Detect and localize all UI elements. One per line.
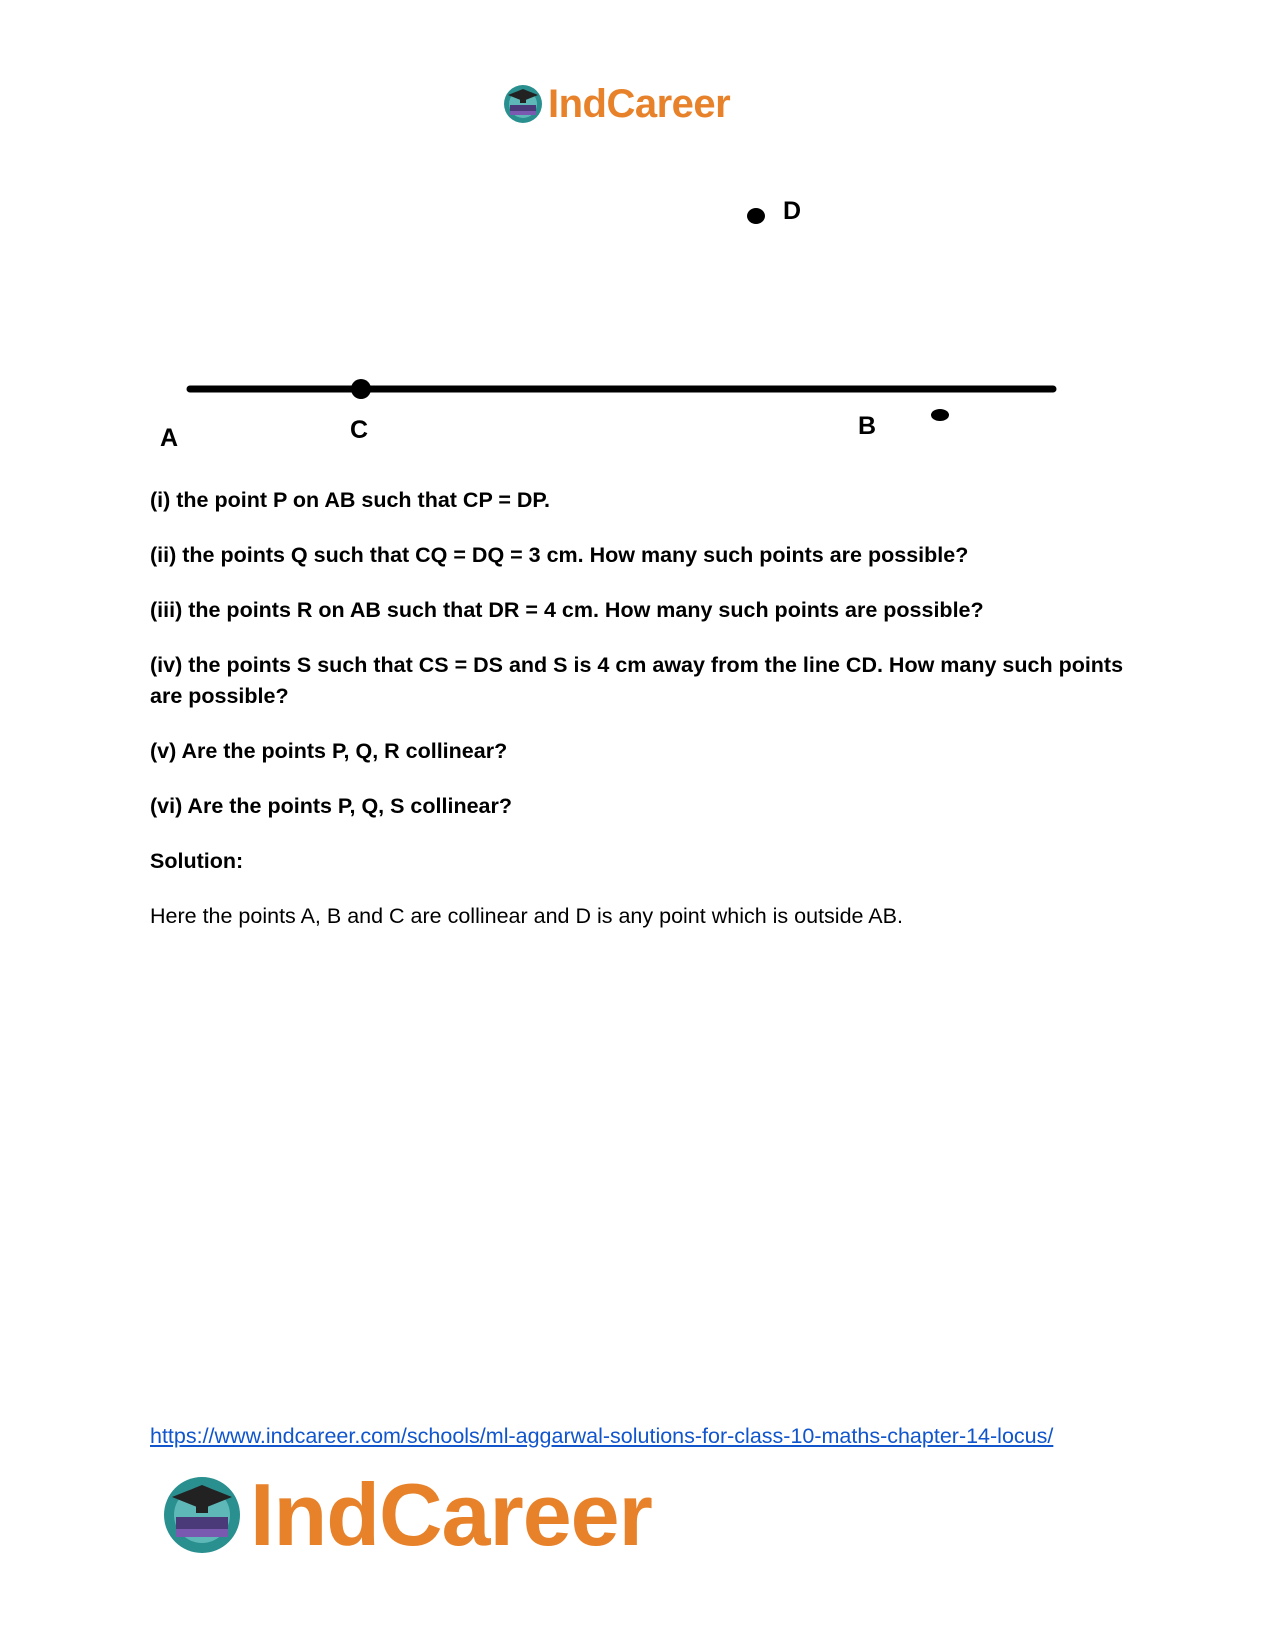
graduation-book-icon xyxy=(160,1473,244,1557)
content xyxy=(150,485,1130,932)
point-d-dot xyxy=(747,208,765,224)
label-c: C xyxy=(350,416,369,444)
label-a: A xyxy=(160,424,179,452)
logo-wordmark: IndCareer xyxy=(548,81,731,126)
footer-link[interactable]: https://www.indcareer.com/schools/ml-aggarwal-solutions-for-class-10-maths-chapter-14-locus/ xyxy=(150,1424,1054,1448)
question-vi: (vi) Are the points P, Q, S collinear? xyxy=(150,794,512,818)
question-i: (i) the point P on AB such that CP = DP. xyxy=(150,488,550,512)
solution-heading: Solution: xyxy=(150,849,244,873)
question-v: (v) Are the points P, Q, R collinear? xyxy=(150,739,508,763)
logo-wordmark: IndCareer xyxy=(250,1465,652,1564)
point-c-dot xyxy=(351,379,371,399)
question-iv: (iv) the points S such that CS = DS and S is 4 cm away from the line CD. How many such points are possible? xyxy=(150,653,1124,708)
point-b-dot xyxy=(931,409,949,421)
label-b: B xyxy=(858,412,877,440)
solution-text: Here the points A, B and C are collinear and D is any point which is outside AB. xyxy=(150,904,903,928)
locus-diagram xyxy=(0,0,1275,470)
footer-logo xyxy=(160,1465,652,1564)
question-iii: (iii) the points R on AB such that DR = 4 cm. How many such points are possible? xyxy=(150,598,984,622)
question-ii: (ii) the points Q such that CQ = DQ = 3 cm. How many such points are possible? xyxy=(150,543,969,567)
label-d: D xyxy=(783,197,802,225)
